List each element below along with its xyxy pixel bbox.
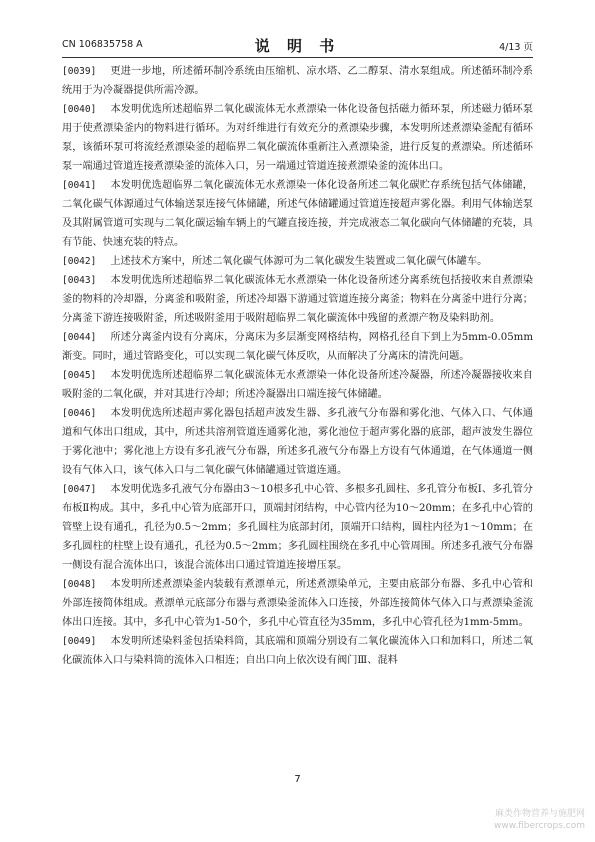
paragraph-text: 本发明优选超临界二氧化碳流体无水煮漂染一体化设备所述二氧化碳贮存系统包括气体储罐，二氧化碳气体源通过气体输送泵连接气体储罐，所述气体储罐通过管道连接超声雾化器。利用气体输送泵及其附属管道可实现与二氧化碳运输车辆上的气罐直接连接，并完成液态二氧化碳向气体储罐的充装，具有节能、快速充装的特点。 <box>62 180 533 248</box>
paragraph-text: 本发明所述煮漂染釜内装载有煮漂单元，所述煮漂染单元，主要由底部分布器、多孔中心管和外部连接简体组成。煮漂单元底部分布器与煮漂染釜流体入口连接，外部连接简体气体入口与煮漂染釜流体出口连接。其中，多孔中心管为1-50个，多孔中心管直径为35mm，多孔中心管孔径为1mm-5mm。 <box>62 579 533 628</box>
paragraph-text: 本发明所述染料釜包括染料筒，其底端和顶端分别设有二氧化碳流体入口和加料口，所述二氧化碳流体入口与染料筒的流体入口相连；自出口向上依次设有阀门Ⅲ、混料 <box>62 636 533 666</box>
paragraph-id: [0045] <box>62 370 97 381</box>
paragraph-id: [0040] <box>62 104 97 115</box>
paragraph-id: [0044] <box>62 332 97 343</box>
header-rule <box>62 57 533 58</box>
paragraph-id: [0046] <box>62 408 97 419</box>
paragraph-text: 本发明优选所述超临界二氧化碳流体无水煮漂染一体化设备所述冷凝器，所述冷凝器接收来自吸附釜的二氧化碳，并对其进行冷却；所述冷凝器出口端连接气体储罐。 <box>62 370 533 400</box>
page-header <box>62 35 533 55</box>
paragraph-0046 <box>62 404 533 480</box>
paragraph-text: 本发明优选所述超声雾化器包括超声波发生器、多孔液气分布器和雾化池、气体入口、气体通道和气体出口组成，其中，所述共溶剂管道连通雾化池，雾化池位于超声雾化器的底部，超声波发生器位于雾化池中；雾化池上方设有多孔液气分布器，所述多孔液气分布器上方设有气体通道，在气体通道一侧设有气体入口，该气体入口与二氧化碳气体储罐通过管道连通。 <box>62 408 533 476</box>
paragraph-0040 <box>62 100 533 176</box>
paragraph-text: 上述技术方案中，所述二氧化碳气体源可为二氧化碳发生装置或二氧化碳气体罐车。 <box>110 256 488 267</box>
patent-number: CN 106835758 A <box>62 39 143 50</box>
paragraph-0048 <box>62 575 533 632</box>
watermark <box>494 808 585 832</box>
paragraph-id: [0042] <box>62 256 97 267</box>
paragraph-id: [0041] <box>62 180 97 191</box>
paragraph-0041 <box>62 176 533 252</box>
paragraph-id: [0039] <box>62 66 97 77</box>
watermark-site-name: 麻类作物营养与施肥网 <box>494 809 585 819</box>
watermark-url: www.fibercrops.com <box>494 821 585 831</box>
paragraph-id: [0048] <box>62 579 97 590</box>
paragraph-0039 <box>62 62 533 100</box>
paragraph-text: 本发明优选多孔液气分布器由3～10根多孔中心管、多根多孔圆柱、多孔管分布板Ⅰ、多孔管分布板Ⅱ构成。其中，多孔中心管为底部开口，顶端封闭结构，中心管内径为10～20mm；在多孔中心管的管壁上设有通孔，孔径为0.5～2mm；多孔圆柱为底部封闭，顶端开口结构，圆柱内径为1～10mm；在多孔圆柱的柱壁上设有通孔，孔径为0.5～2mm；多孔圆柱围绕在多孔中心管周围。所述多孔液气分布器一侧设有混合流体出口，该混合流体出口通过管道连接增压泵。 <box>62 484 533 571</box>
paragraph-0043 <box>62 271 533 328</box>
paragraph-text: 更进一步地，所述循环制冷系统由压缩机、凉水塔、乙二醇泵、清水泵组成。所述循环制冷系统用于为冷凝器提供所需冷源。 <box>62 66 533 96</box>
paragraph-text: 本发明优选所述超临界二氧化碳流体无水煮漂染一体化设备所述分离系统包括接收来自煮漂染釜的物料的冷却器，分离釜和吸附釜，所述冷却器下游通过管道连接分离釜；物料在分离釜中进行分离；分离釜下游连接吸附釜，所述吸附釜用于吸附超临界二氧化碳流体中残留的煮漂产物及染料助剂。 <box>62 275 533 324</box>
paragraph-id: [0049] <box>62 636 97 647</box>
paragraph-0044 <box>62 328 533 366</box>
page-of-total: 4/13 页 <box>499 42 533 53</box>
paragraph-0047 <box>62 480 533 575</box>
paragraph-0042 <box>62 252 533 271</box>
page-number: 7 <box>294 774 301 785</box>
paragraph-0049 <box>62 632 533 670</box>
paragraph-id: [0043] <box>62 275 97 286</box>
paragraph-text: 所述分离釜内设有分离床，分离床为多层渐变网格结构，网格孔径自下到上为5mm-0.05mm渐变。同时，通过管路变化，可以实现二氧化碳气体反吹，从而解决了分离床的清洗问题。 <box>62 332 533 362</box>
description-body <box>62 62 533 670</box>
document-title: 说 明 书 <box>254 37 341 55</box>
paragraph-id: [0047] <box>62 484 97 495</box>
paragraph-text: 本发明优选所述超临界二氧化碳流体无水煮漂染一体化设备包括磁力循环泵，所述磁力循环泵用于使煮漂染釜内的物料进行循环。为对纤维进行有效充分的煮漂染步骤，本发明所述煮漂染釜配有循环泵，该循环泵可将流经煮漂染釜的超临界二氧化碳流体重新注入煮漂染釜，进行反复的煮漂染。所述循环泵一端通过管道连接煮漂染釜的流体入口，另一端通过管道连接煮漂染釜的流体出口。 <box>62 104 533 172</box>
paragraph-0045 <box>62 366 533 404</box>
